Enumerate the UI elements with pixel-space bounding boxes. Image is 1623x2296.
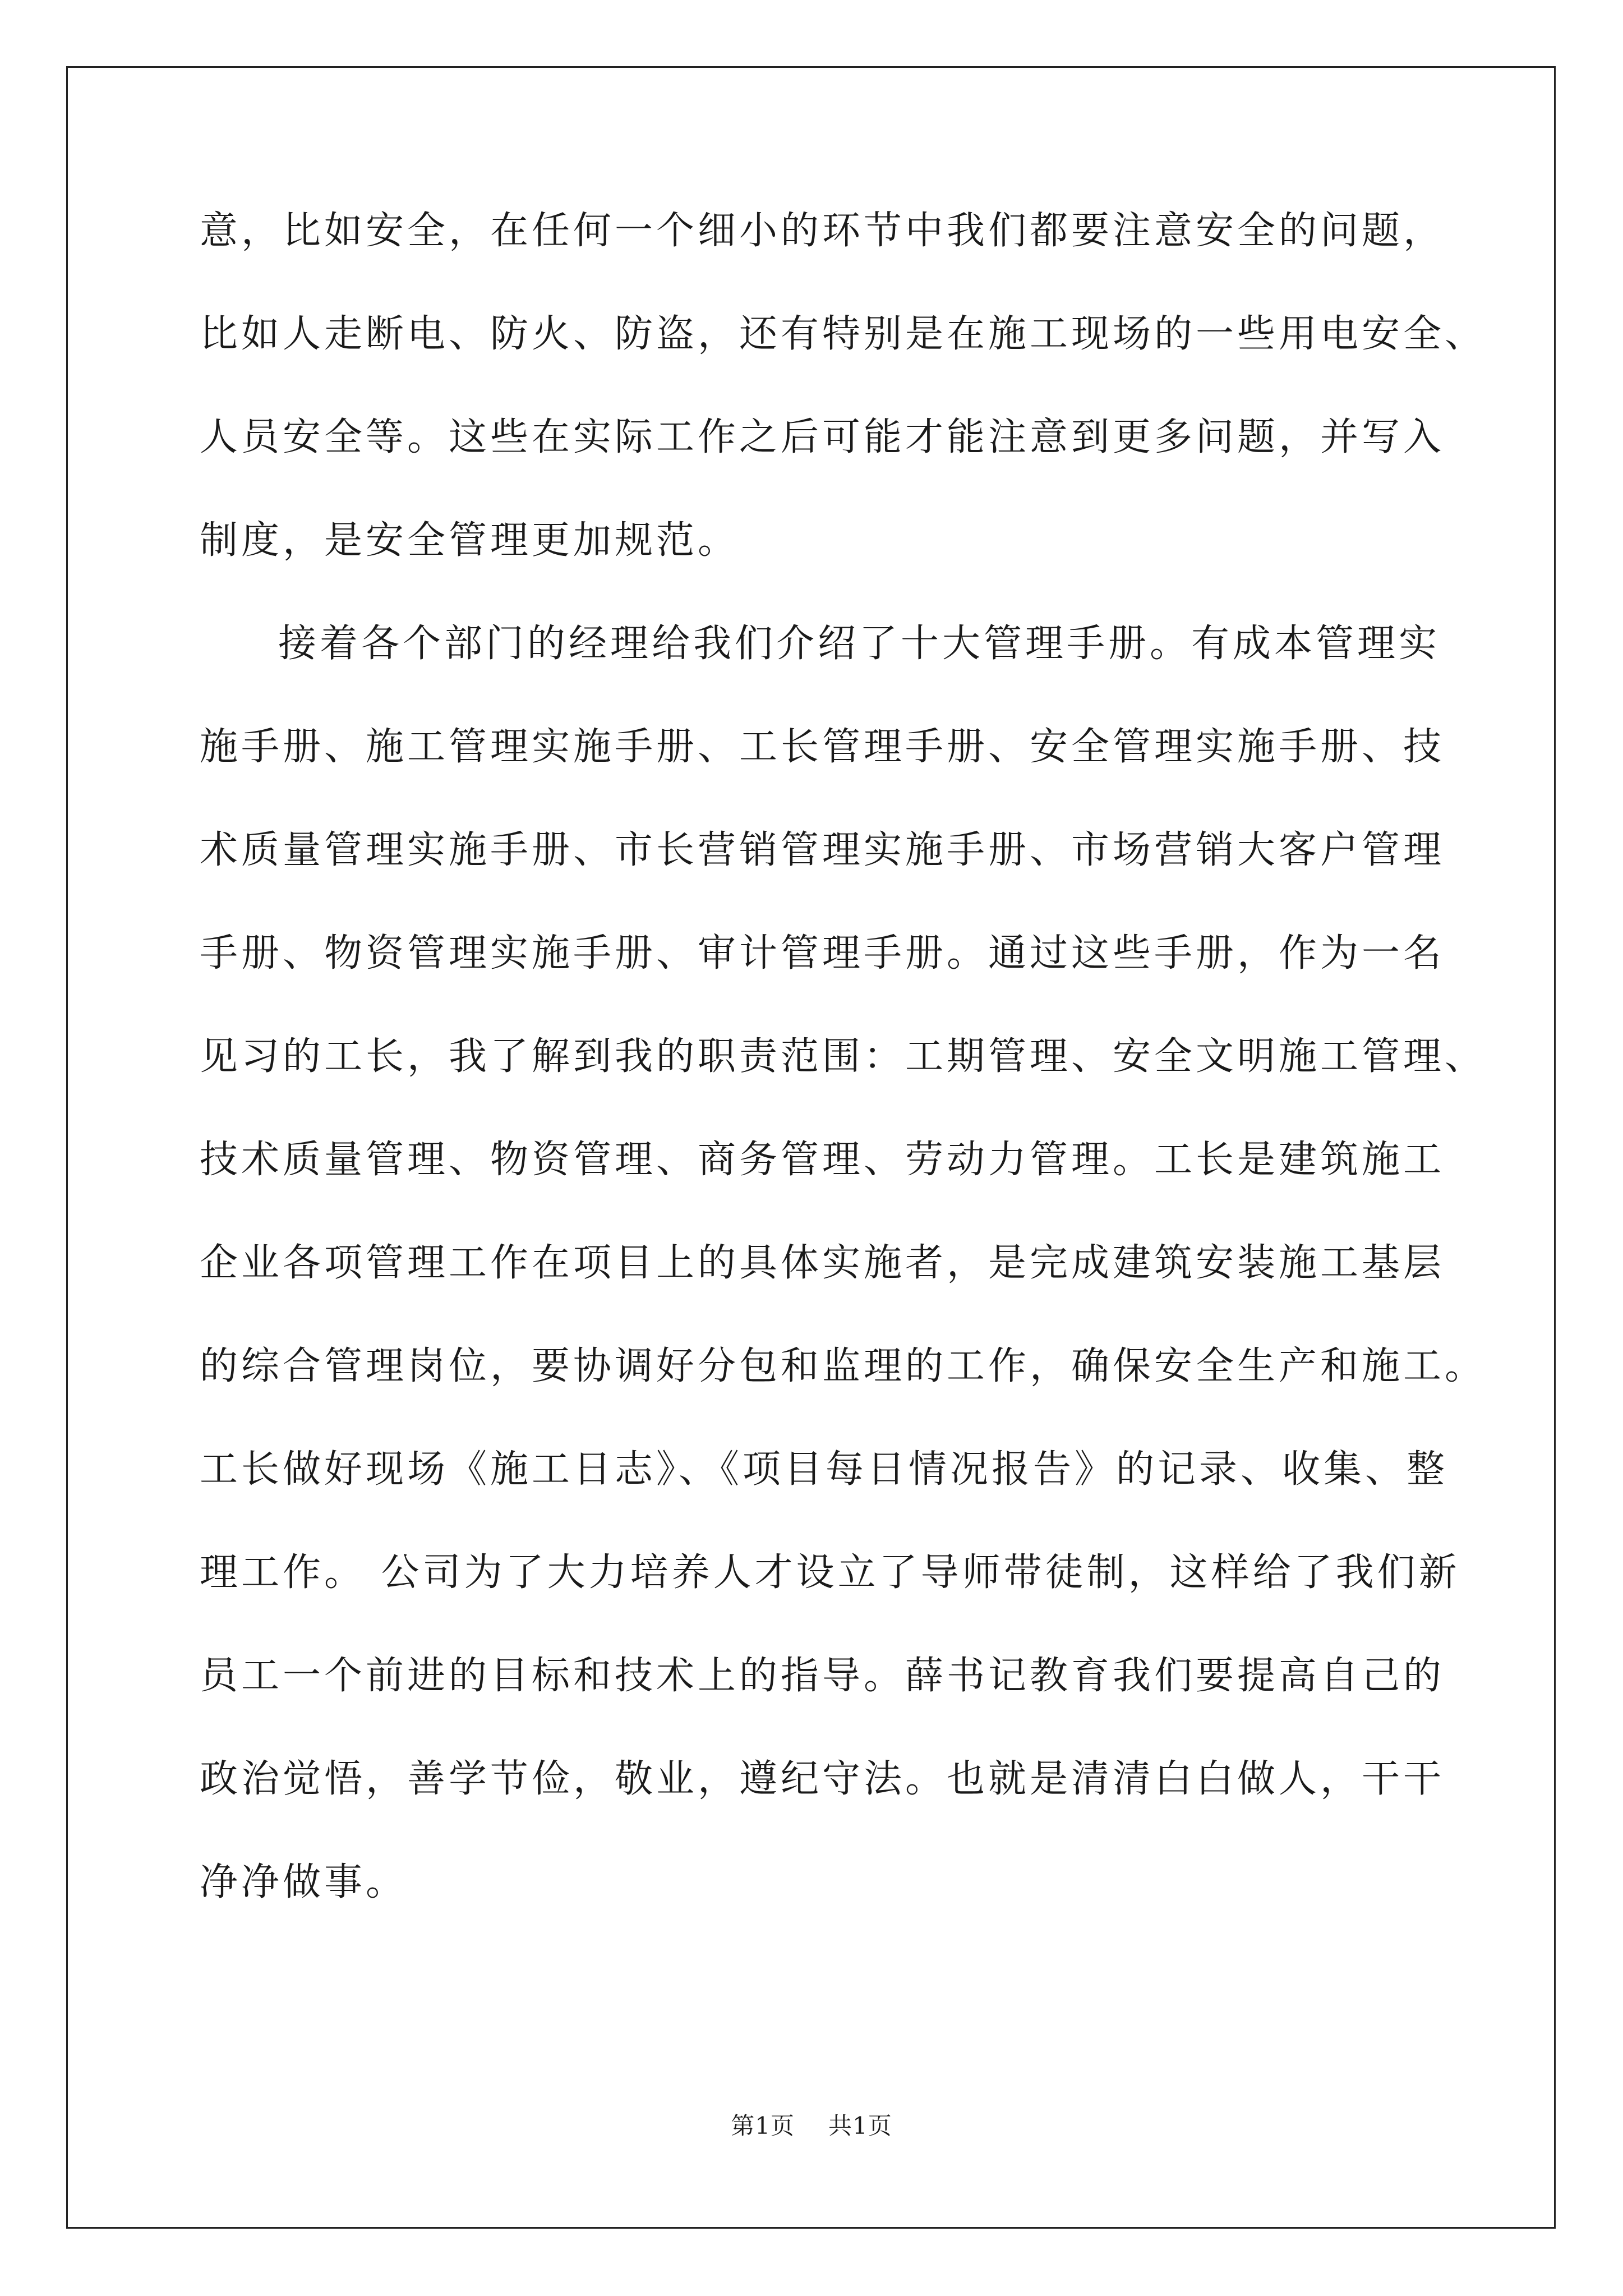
document-body [200, 197, 1487, 1952]
text-line: 的综合管理岗位，要协调好分包和监理的工作，确保安全生产和施工。 [200, 1344, 1487, 1388]
page-number-total: 共1页 [828, 2112, 892, 2139]
text-line: 施手册、施工管理实施手册、工长管理手册、安全管理实施手册、技 [200, 725, 1445, 769]
text-line: 人员安全等。这些在实际工作之后可能才能注意到更多问题，并写入 [200, 415, 1445, 459]
text-line: 理工作。 公司为了大力培养人才设立了导师带徒制，这样给了我们新 [200, 1550, 1460, 1595]
paragraph-first-line: 接着各个部门的经理给我们介绍了十大管理手册。有成本管理实 [278, 622, 1441, 666]
text-line: 术质量管理实施手册、市长营销管理实施手册、市场营销大客户管理 [200, 828, 1445, 872]
text-line: 技术质量管理、物资管理、商务管理、劳动力管理。工长是建筑施工 [200, 1138, 1445, 1182]
text-line: 意，比如安全，在任何一个细小的环节中我们都要注意安全的问题， [200, 209, 1445, 253]
text-line: 制度，是安全管理更加规范。 [200, 518, 740, 563]
text-line: 政治觉悟，善学节俭，敬业，遵纪守法。也就是清清白白做人，干干 [200, 1757, 1445, 1801]
page-footer [0, 2109, 1623, 2143]
page-number-current: 第1页 [731, 2112, 795, 2139]
text-line: 工长做好现场《施工日志》、《项目每日情况报告》的记录、收集、整 [200, 1447, 1449, 1492]
text-line: 净净做事。 [200, 1860, 408, 1904]
text-line: 见习的工长，我了解到我的职责范围：工期管理、安全文明施工管理、 [200, 1034, 1487, 1079]
text-line: 企业各项管理工作在项目上的具体实施者，是完成建筑安装施工基层 [200, 1241, 1445, 1285]
text-line: 比如人走断电、防火、防盗，还有特别是在施工现场的一些用电安全、 [200, 312, 1487, 356]
text-line: 手册、物资管理实施手册、审计管理手册。通过这些手册，作为一名 [200, 931, 1445, 976]
text-line: 员工一个前进的目标和技术上的指导。薛书记教育我们要提高自己的 [200, 1654, 1445, 1698]
